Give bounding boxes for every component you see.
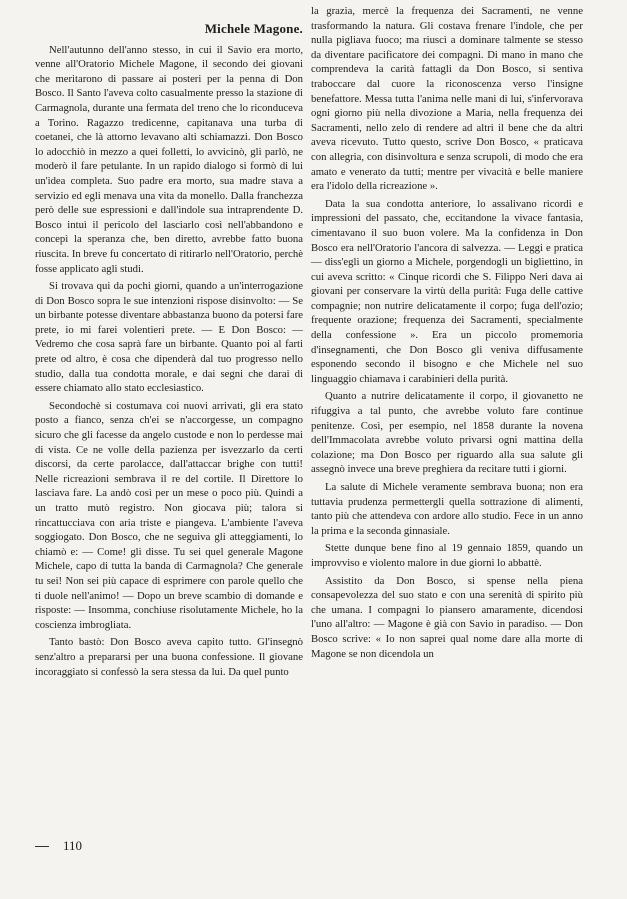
left-column (35, 22, 303, 682)
paragraph: Si trovava qui da pochi giorni, quando a un'interrogazione di Don Bosco sopra le sue intenzioni rispose disinvolto: — Se un birbante potesse diventare abbastanza buono da potersi fare prete, io mi farei volentieri prete. — E Don Bosco: — Vedremo che cosa saprà fare un birbante. Quanto poi al farti prete od altro, è cosa che dipenderà dal tuo progresso nello studio, dalla tua condotta morale, e dai segni che darai di essere chiamato allo stato ecclesiastico. (35, 280, 303, 395)
paragraph: Stette dunque bene fino al 19 gennaio 1859, quando un improvviso e violento malore in due giorni lo abbattè. (311, 542, 583, 569)
page-number: 110 (63, 838, 83, 853)
footer-dash (35, 846, 49, 847)
paragraph: Quanto a nutrire delicatamente il corpo, il giovanetto ne rifuggiva a tal punto, che avrebbe voluto fare continue penitenze. Così, per esempio, nel 1858 durante la novena dell'Immacolata avrebbe voluto privarsi ogni mattina della colazione; ma Don Bosco per riguardo alla sua salute gli assegnò invece una breve preghiera da recitare tutti i giorni. (311, 390, 583, 476)
paragraph: La salute di Michele veramente sembrava buona; non era tuttavia prudenza permettergli quella sottrazione di alimenti, tanto più che attendeva con ardore allo studio. Fece in un anno la prima e la seconda ginnasiale. (311, 481, 583, 537)
paragraph: Assistito da Don Bosco, si spense nella piena consapevolezza del suo stato e con una serenità di spirito più che umana. I compagni lo piansero amaramente, dicendosi l'uno all'altro: — Magone è già con Savio in paradiso. — Don Bosco scrive: « Io non saprei qual nome dare alla morte di Magone se non dicendola un (311, 574, 583, 660)
page-footer (35, 838, 82, 854)
paragraph: Tanto bastò: Don Bosco aveva capito tutto. Gl'insegnò senz'altro a prepararsi per una buona confessione. Il giovane incoraggiato si confessò la sera stessa da lui. Da quel punto (35, 636, 303, 678)
paragraph: la grazia, mercè la frequenza dei Sacramenti, ne venne trasformando la natura. Gli costava frenare l'indole, che per nulla pigliava fuoco; ma riuscì a dominare talmente se stesso da diventare pacificatore dei compagni. Di mano in mano che comprendeva la carità fattagli da Don Bosco, si sentiva traboccare dal cuore la riconoscenza verso l'insigne benefattore. Messa tutta l'anima nelle mani di lui, s'infervorava ogni giorno più nella divozione a Maria, nella frequenza dei Sacramenti, nello zelo di rendere ad altri il bene che da altri aveva ricevuto. Tutto questo, scrive Don Bosco, « praticava con allegria, con disinvoltura e senza scrupoli, di modo che era amato e venerato da tutti; mentre per vivacità e belle maniere era l'idolo della ricreazione ». (311, 5, 583, 193)
section-title: Michele Magone. (204, 21, 303, 36)
right-column (311, 4, 583, 664)
paragraph: Secondochè si costumava coi nuovi arrivati, gli era stato posto a fianco, senza ch'ei se n'accorgesse, un compagno sicuro che gli facesse da angelo custode e non lo perdesse mai di vista. Ce ne volle della pazienza per isvezzarlo da certi discorsi, da certe parolacce, dall'attaccar brighe con tutti! Nelle ricreazioni sembrava il re del cortile. Il Direttore lo lasciava fare. La andò così per un mese o poco più. Quindi a un tratto mutò registro. Non giocava più; talora si rincattucciava con aria triste e piangeva. L'ambiente l'aveva soggiogato. Don Bosco, che ne seguiva gli atteggiamenti, lo chiamò e: — Come! gli disse. Tu sei quel generale Magone Michele, capo di tutta la banda di Carmagnola? Che generale tu sei! Non sei più capace di esprimere con parole quello che ti duole nell'animo! — Dopo un breve scambio di domande e risposte: — Insomma, conchiuse risolutamente Michele, ho la coscienza imbrogliata. (35, 399, 303, 631)
paragraph: Nell'autunno dell'anno stesso, in cui il Savio era morto, venne all'Oratorio Michele Magone, il secondo dei giovani che meritarono di passare ai posteri per la penna di Don Bosco. Il Santo l'aveva colto casualmente presso la stazione di Carmagnola, durante una fermata del treno che lo riconduceva a Torino. Ragazzo tredicenne, capitanava una turba di coetanei, che là attorno levavano alti schiamazzi. Don Bosco lo adocchiò in mezzo a quei folletti, lo avvicinò, gli parlò, ne moderò il fare petulante. In un rapido dialogo si formò di lui un'idea completa. Suo padre era morto, sua madre stava a servizio ed egli menava una vita da monello. Dalla franchezza però delle sue espressioni e dall'indole sua intraprendente D. Bosco intuì il pericolo del lasciarlo così nell'abbandono e concepì la speranza che, ben diretto, avrebbe fatto buona riuscita. In breve fu concertato di ritirarlo nell'Oratorio, perchè fosse applicato agli studi. (35, 43, 303, 275)
paragraph: Data la sua condotta anteriore, lo assalivano ricordi e impressioni del passato, che, eccitandone la vivace fantasia, cimentavano il suo buon volere. Ma la confidenza in Don Bosco era nell'Oratorio l'ancora di salvezza. — Leggi e pratica — diss'egli un giorno a Michele, porgendogli un bigliettino, in cui aveva scritto: « Cinque ricordi che S. Filippo Neri dava ai giovani per conservare la virtù della purità: Fuga delle cattive compagnie; non nutrire delicatamente il corpo; fuga dell'ozio; frequente orazione; frequenza dei Sacramenti, specialmente della confessione ». Era un piccolo promemoria d'insegnamenti, che Don Bosco gli veniva diffusamente esponendo secondo il bisogno e che Michele nel suo linguaggio chiamava i carabinieri della purità. (311, 197, 583, 385)
